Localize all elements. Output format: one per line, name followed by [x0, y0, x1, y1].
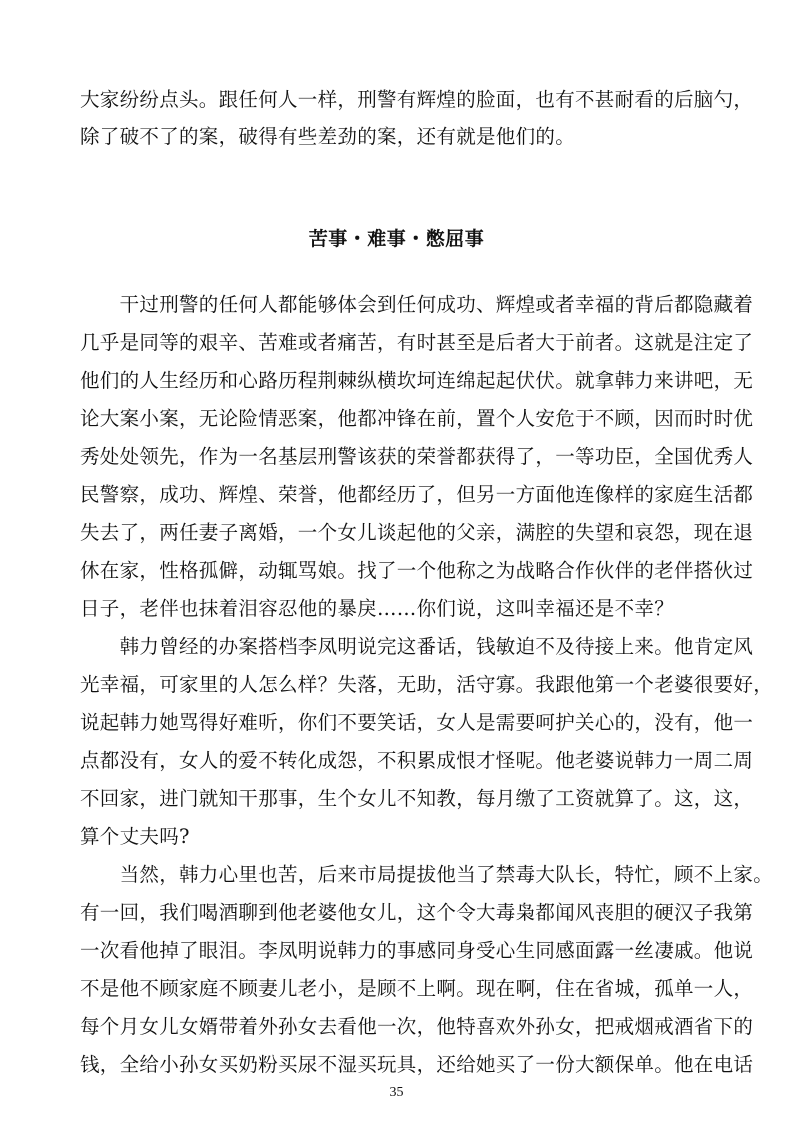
- page-number: 35: [389, 1085, 404, 1100]
- body-line: 点都没有，女人的爱不转化成怨，不积累成恨才怪呢。他老婆说韩力一周二周: [80, 749, 754, 772]
- body-line: 他们的人生经历和心路历程荆棘纵横坎坷连绵起起伏伏。就拿韩力来讲吧，无: [80, 369, 754, 392]
- body-line: 钱，全给小孙女买奶粉买尿不湿买玩具，还给她买了一份大额保单。他在电话: [80, 1053, 754, 1076]
- body-line: 日子，老伴也抹着泪容忍他的暴戾……你们说，这叫幸福还是不幸？: [80, 597, 675, 620]
- intro-line: 大家纷纷点头。跟任何人一样，刑警有辉煌的脸面，也有不甚耐看的后脑勺，: [80, 88, 754, 111]
- body-line: 当然，韩力心里也苦，后来市局提拔他当了禁毒大队长，特忙，顾不上家。: [80, 863, 774, 886]
- body-line: 秀处处领先，作为一名基层刑警该获的荣誉都获得了，一等功臣，全国优秀人: [80, 445, 754, 468]
- body-line: 一次看他掉了眼泪。李凤明说韩力的事感同身受心生同感面露一丝凄戚。他说: [80, 939, 754, 962]
- body-line: 休在家，性格孤僻，动辄骂娘。找了一个他称之为战略合作伙伴的老伴搭伙过: [80, 559, 754, 582]
- body-line: 光幸福，可家里的人怎么样？失落，无助，活守寡。我跟他第一个老婆很要好，: [80, 673, 774, 696]
- body-line: 有一回，我们喝酒聊到他老婆他女儿，这个令大毒枭都闻风丧胆的硬汉子我第: [80, 901, 754, 924]
- body-line: 韩力曾经的办案搭档李凤明说完这番话，钱敏迫不及待接上来。他肯定风: [80, 635, 754, 658]
- intro-line: 除了破不了的案，破得有些差劲的案，还有就是他们的。: [80, 125, 576, 148]
- body-line: 算个丈夫吗?: [80, 825, 190, 848]
- body-line: 说起韩力她骂得好难听，你们不要笑话，女人是需要呵护关心的，没有，他一: [80, 711, 754, 734]
- body-line: 不是他不顾家庭不顾妻儿老小，是顾不上啊。现在啊，住在省城，孤单一人，: [80, 977, 754, 1000]
- body-line: 论大案小案，无论险情恶案，他都冲锋在前，置个人安危于不顾，因而时时优: [80, 407, 754, 430]
- section-heading: 苦事・难事・憋屈事: [308, 228, 485, 250]
- body-line: 民警察，成功、辉煌、荣誉，他都经历了，但另一方面他连像样的家庭生活都: [80, 483, 754, 506]
- body-line: 失去了，两任妻子离婚，一个女儿谈起他的父亲，满腔的失望和哀怨，现在退: [80, 521, 754, 544]
- body-line: 不回家，进门就知干那事，生个女儿不知教，每月缴了工资就算了。这，这，: [80, 787, 754, 810]
- body-line: 几乎是同等的艰辛、苦难或者痛苦，有时甚至是后者大于前者。这就是注定了: [80, 331, 754, 354]
- body-line: 每个月女儿女婿带着外孙女去看他一次，他特喜欢外孙女，把戒烟戒酒省下的: [80, 1015, 754, 1038]
- body-line: 干过刑警的任何人都能够体会到任何成功、辉煌或者幸福的背后都隐藏着: [80, 293, 754, 316]
